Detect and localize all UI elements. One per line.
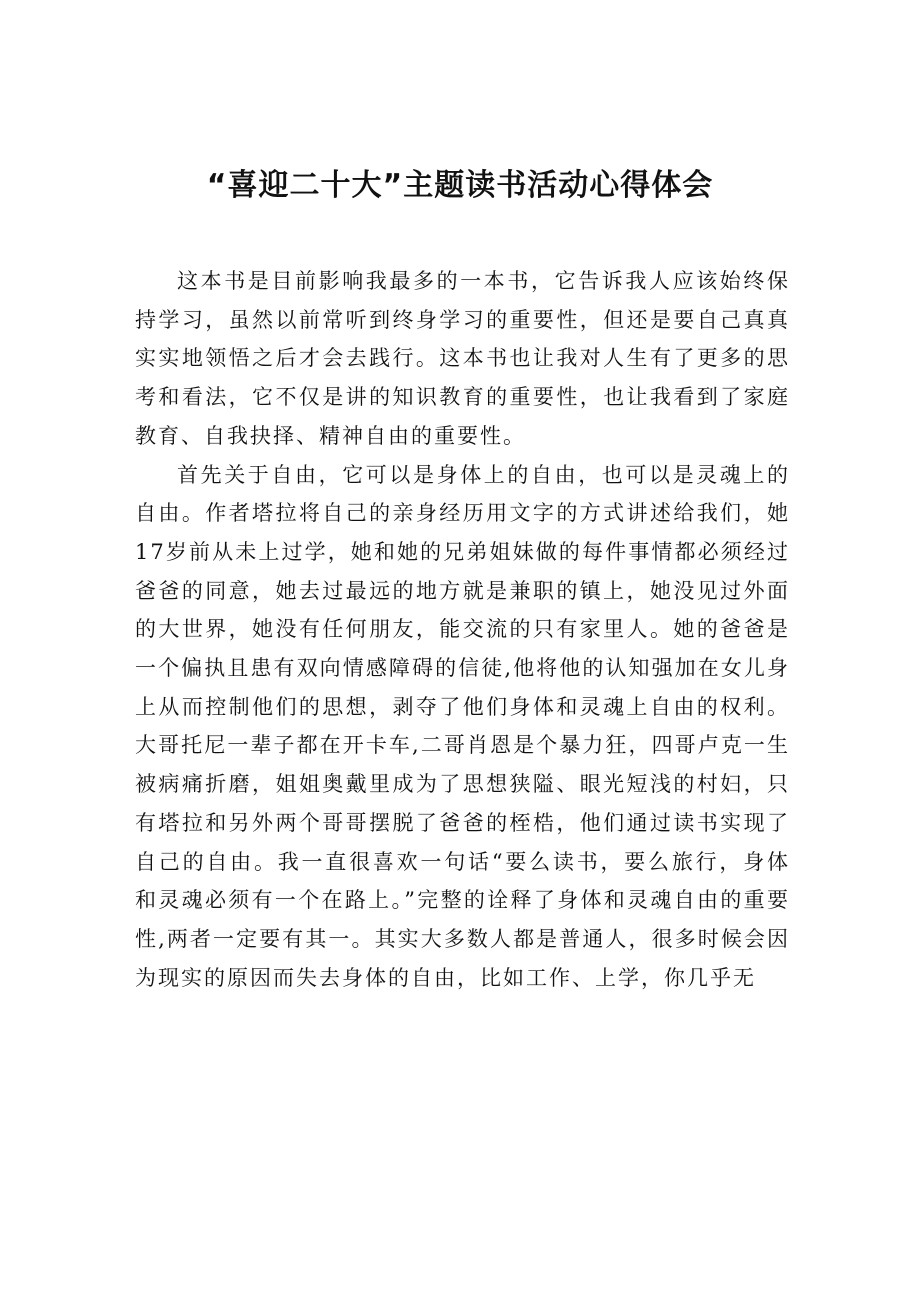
- document-title: “喜迎二十大”主题读书活动心得体会: [206, 168, 714, 203]
- paragraph: 这本书是目前影响我最多的一本书，它告诉我人应该始终保持学习，虽然以前常听到终身学习的重要性，但还是要自己真真实实地领悟之后才会去践行。这本书也让我对人生有了更多的思考和看法，它不仅是讲的知识教育的重要性，也让我看到了家庭教育、自我抉择、精神自由的重要性。: [135, 269, 790, 448]
- paragraph: 首先关于自由，它可以是身体上的自由，也可以是灵魂上的自由。作者塔拉将自己的亲身经历用文字的方式讲述给我们，她17岁前从未上过学，她和她的兄弟姐妹做的每件事情都必须经过爸爸的同意，她去过最远的地方就是兼职的镇上，她没见过外面的大世界，她没有任何朋友，能交流的只有家里人。她的爸爸是一个偏执且患有双向情感障碍的信徒,他将他的认知强加在女儿身上从而控制他们的思想，剥夺了他们身体和灵魂上自由的权利。大哥托尼一辈子都在开卡车,二哥肖恩是个暴力狂，四哥卢克一生被病痛折磨，姐姐奥戴里成为了思想狭隘、眼光短浅的村妇，只有塔拉和另外两个哥哥摆脱了爸爸的桎梏，他们通过读书实现了自己的自由。我一直很喜欢一句话“要么读书，要么旅行，身体和灵魂必须有一个在路上。”完整的诠释了身体和灵魂自由的重要性,两者一定要有其一。其实大多数人都是普通人，很多时候会因为现实的原因而失去身体的自由，比如工作、上学，你几乎无: [135, 462, 790, 990]
- document-body: [135, 262, 790, 997]
